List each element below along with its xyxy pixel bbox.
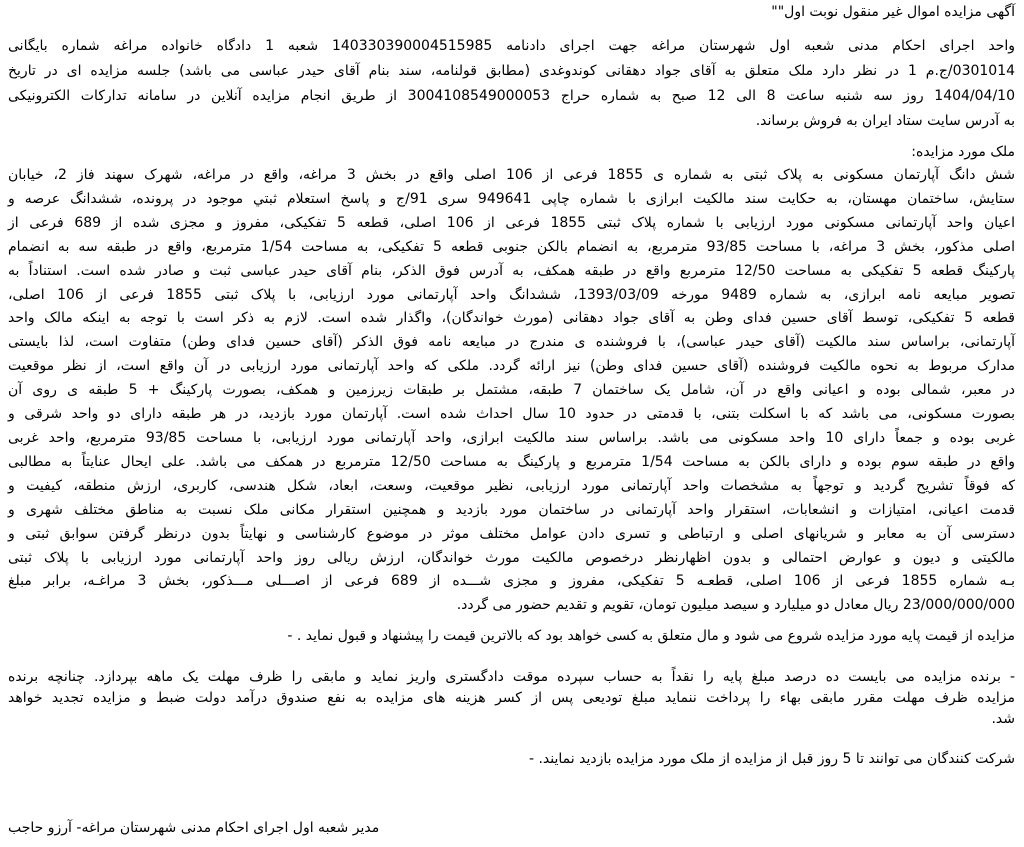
intro-line: 1404/04/10 روز سه شنبه ساعت 8 الی 12 صبح به شماره حراج 3004108549000053 از طریق انجام مزایده آنلاین در سامانه تدارکات الکترونیکی <box>8 87 1015 104</box>
property-line: واقع در طبقه سوم بوده و دارای بالکن به مساحت 1/54 مترمربع و پارکینگ به مساحت 12/50 مترمربع در همکف می باشد. علی ایحال عنایتاً به مطالبی <box>8 453 1015 470</box>
notice-title: آگهی مزایده اموال غیر منقول نوبت اول"" <box>771 4 1015 20</box>
property-line: اعیان واحد آپارتمانی مسکونی مورد ارزیابی با شماره پلاک ثبتی 1855 فرعی از 106 اصلی، قطعه 5 تفکیکی، مفروز و مجزی شده از 689 فرعی از <box>8 214 1015 231</box>
property-heading: ملک مورد مزایده: <box>911 143 1015 160</box>
payment-line: - برنده مزایده می بایست ده درصد مبلغ پایه را نقداً به حساب سپرده موقت دادگستری واریز نماید و مابقی را ظرف مهلت یک ماهه بپردازد. چنانچه برنده <box>8 668 1015 685</box>
payment-line: مزایده ظرف مهلت مقرر مابقی بهاء را پرداخت ننماید مبلغ تودیعی پس از کسر هزینه های مزایده به نفع صندوق درآمد دولت ضبط و مزایده تجدید خواهد <box>8 689 1015 706</box>
property-line: قدمت اعیانی، امتیازات و انشعابات، استقرار واحد آپارتمانی در ساختمان مورد بازدید و همچنین استقرار مکانی ملک نسبت به مناطق مختلف شهری و <box>8 501 1015 518</box>
property-line: که فوقاً تشریح گردید و توجهاً به مشخصات واحد آپارتمانی مورد ارزیابی، نظیر موقعیت، وسعت، ابعاد، شکل هندسی، کاربری، ارزش منطقه، کیفیت و <box>8 477 1015 494</box>
property-line: بـه شماره 1855 فرعی از 106 اصلی، قطعـه 5 تفکیکی، مفروز و مجزی شـــده از 689 فرعی از اصـــلی مـــذکور، بخش 3 مراغـه، برابر مبلغ <box>8 573 1015 590</box>
property-line: ستایش، ساختمان مهستان، به حکایت سند مالکیت ابرازی با شماره چاپی 949641 سری 91/ج و پاسخ استعلام ثبتي موجود در پرونده، ششدانگ عرصه و <box>8 190 1015 207</box>
payment-terms-paragraph <box>8 667 1015 730</box>
intro-line: 0301014/ج.م 1 در نظر دارد ملک متعلق به آقای جواد دهقانی کوندوغدی (مطابق قولنامه، سند بنام آقای حیدر عباسی می باشد) جلسه مزایده ای در تاریخ <box>8 62 1016 79</box>
intro-line: واحد اجرای احکام مدنی شعبه اول شهرستان مراغه جهت اجرای دادنامه 140330390004515985 شعبه 1 دادگاه خانواده مراغه شماره بایگانی <box>8 37 1015 54</box>
property-line: شش دانگ آپارتمان مسکونی به پلاک ثبتی به شماره ی 1855 فرعی از 106 اصلی واقع در بخش 3 مراغه، واقع در مراغه، شهرک سهند فاز 2، خیابان <box>8 167 1015 183</box>
intro-paragraph <box>8 34 1015 134</box>
property-description-paragraph <box>8 164 1015 618</box>
intro-line: به آدرس سایت ستاد ایران به فروش برساند. <box>755 112 1015 129</box>
payment-line: شد. <box>991 710 1015 727</box>
property-line: غربی بوده و جمعاً دارای 10 واحد مسکونی می باشد. براساس سند مالکیت ابرازی، واحد آپارتمانی مورد ارزیابی، با مساحت 93/85 مترمربع، واحد غربی <box>8 429 1016 446</box>
property-line: اصلی مذکور، بخش 3 مراغه، با مساحت 93/85 مترمربع، به انضمام بالکن جنوبی قطعه 5 تفکیکی، به مساحت 1/54 مترمربع، واقع در طبقه سه به انضمام <box>8 238 1015 255</box>
property-line: در معبر، شمالی بوده و اعیانی واقع در آن، شامل یک ساختمان 7 طبقه، مشتمل بر طبقات زیرزمین و همکف، بصورت پارکینگ + 5 طبقه ی روی آن <box>8 382 1015 399</box>
signature-line: مدیر شعبه اول اجرای احکام مدنی شهرستان مراغه- آرزو حاجب <box>8 820 380 836</box>
visit-note-paragraph: شرکت کنندگان می توانند تا 5 روز قبل از مزایده از ملک مورد مزایده بازدید نمایند. - <box>528 751 1015 767</box>
property-line: قطعه 5 تفکیکی، توسط آقای حسین فدای وطن به آقای جواد دهقانی (مورث خواندگان)، واگذار شده است. لازم به ذکر است با توجه به اینکه مالک واحد <box>8 310 1015 327</box>
property-line: مالکیتی و دیون و عوارض احتمالی و بدون اظهارنظر درخصوص مالکیت مورث خواندگان، ارزش ریالی روز واحد آپارتمانی مورد ارزیابی با پلاک ثبتی <box>8 549 1015 566</box>
property-line: بصورت مسکونی، می باشد که با اسکلت بتنی، با قدمتی در حدود 10 سال احداث شده است. آپارتمان مورد بازدید، در هر طبقه دارای دو واحد شرقی و <box>8 406 1015 423</box>
property-line: مدارک مربوط به نحوه مالکیت فروشنده (آقای حسین فدای وطن) نیز ارائه گردد. ملکی که واحد آپارتمانی مورد ارزیابی در آن واقع است، از نظر موقعیت <box>8 358 1015 375</box>
property-line: دسترسی آن به معابر و شریانهای اصلی و ارتباطی و تسری دادن عوامل مختلف موثر در موضوع کارشناسی و نهایتاً بدون درنظر گرفتن سوابق ثبتی و <box>8 525 1015 542</box>
property-line: تصویر مبایعه نامه ابرازی، به شماره 9489 مورخه 1393/03/09، ششدانگ واحد آپارتمانی مورد ارزیابی، با پلاک ثبتی 1855 فرعی از 106 اصلی، <box>8 286 1015 303</box>
property-line: آپارتمانی، براساس سند مالکیت (آقای حیدر عباسی)، با فروشنده ی مندرج در مبایعه نامه فوق الذکر (آقای حسین فدای وطن) متفاوت است، لذا بایستی <box>8 334 1015 351</box>
bidding-rule-paragraph: مزایده از قیمت پایه مورد مزایده شروع می شود و مال متعلق به کسی خواهد بود که بالاترین قیمت را پیشنهاد و قبول نماید . - <box>287 628 1015 644</box>
property-line: پارکینگ قطعه 5 تفکیکی به مساحت 12/50 مترمربع واقع در طبقه همکف، به آدرس فوق الذکر، بنام آقای حیدر عباسی ثبت و صادر شده است. استناداً به <box>8 262 1016 279</box>
property-line: 23/000/000/000 ریال معادل دو میلیارد و سیصد میلیون تومان، تقویم و تقدیم حضور می گردد. <box>456 597 1015 614</box>
